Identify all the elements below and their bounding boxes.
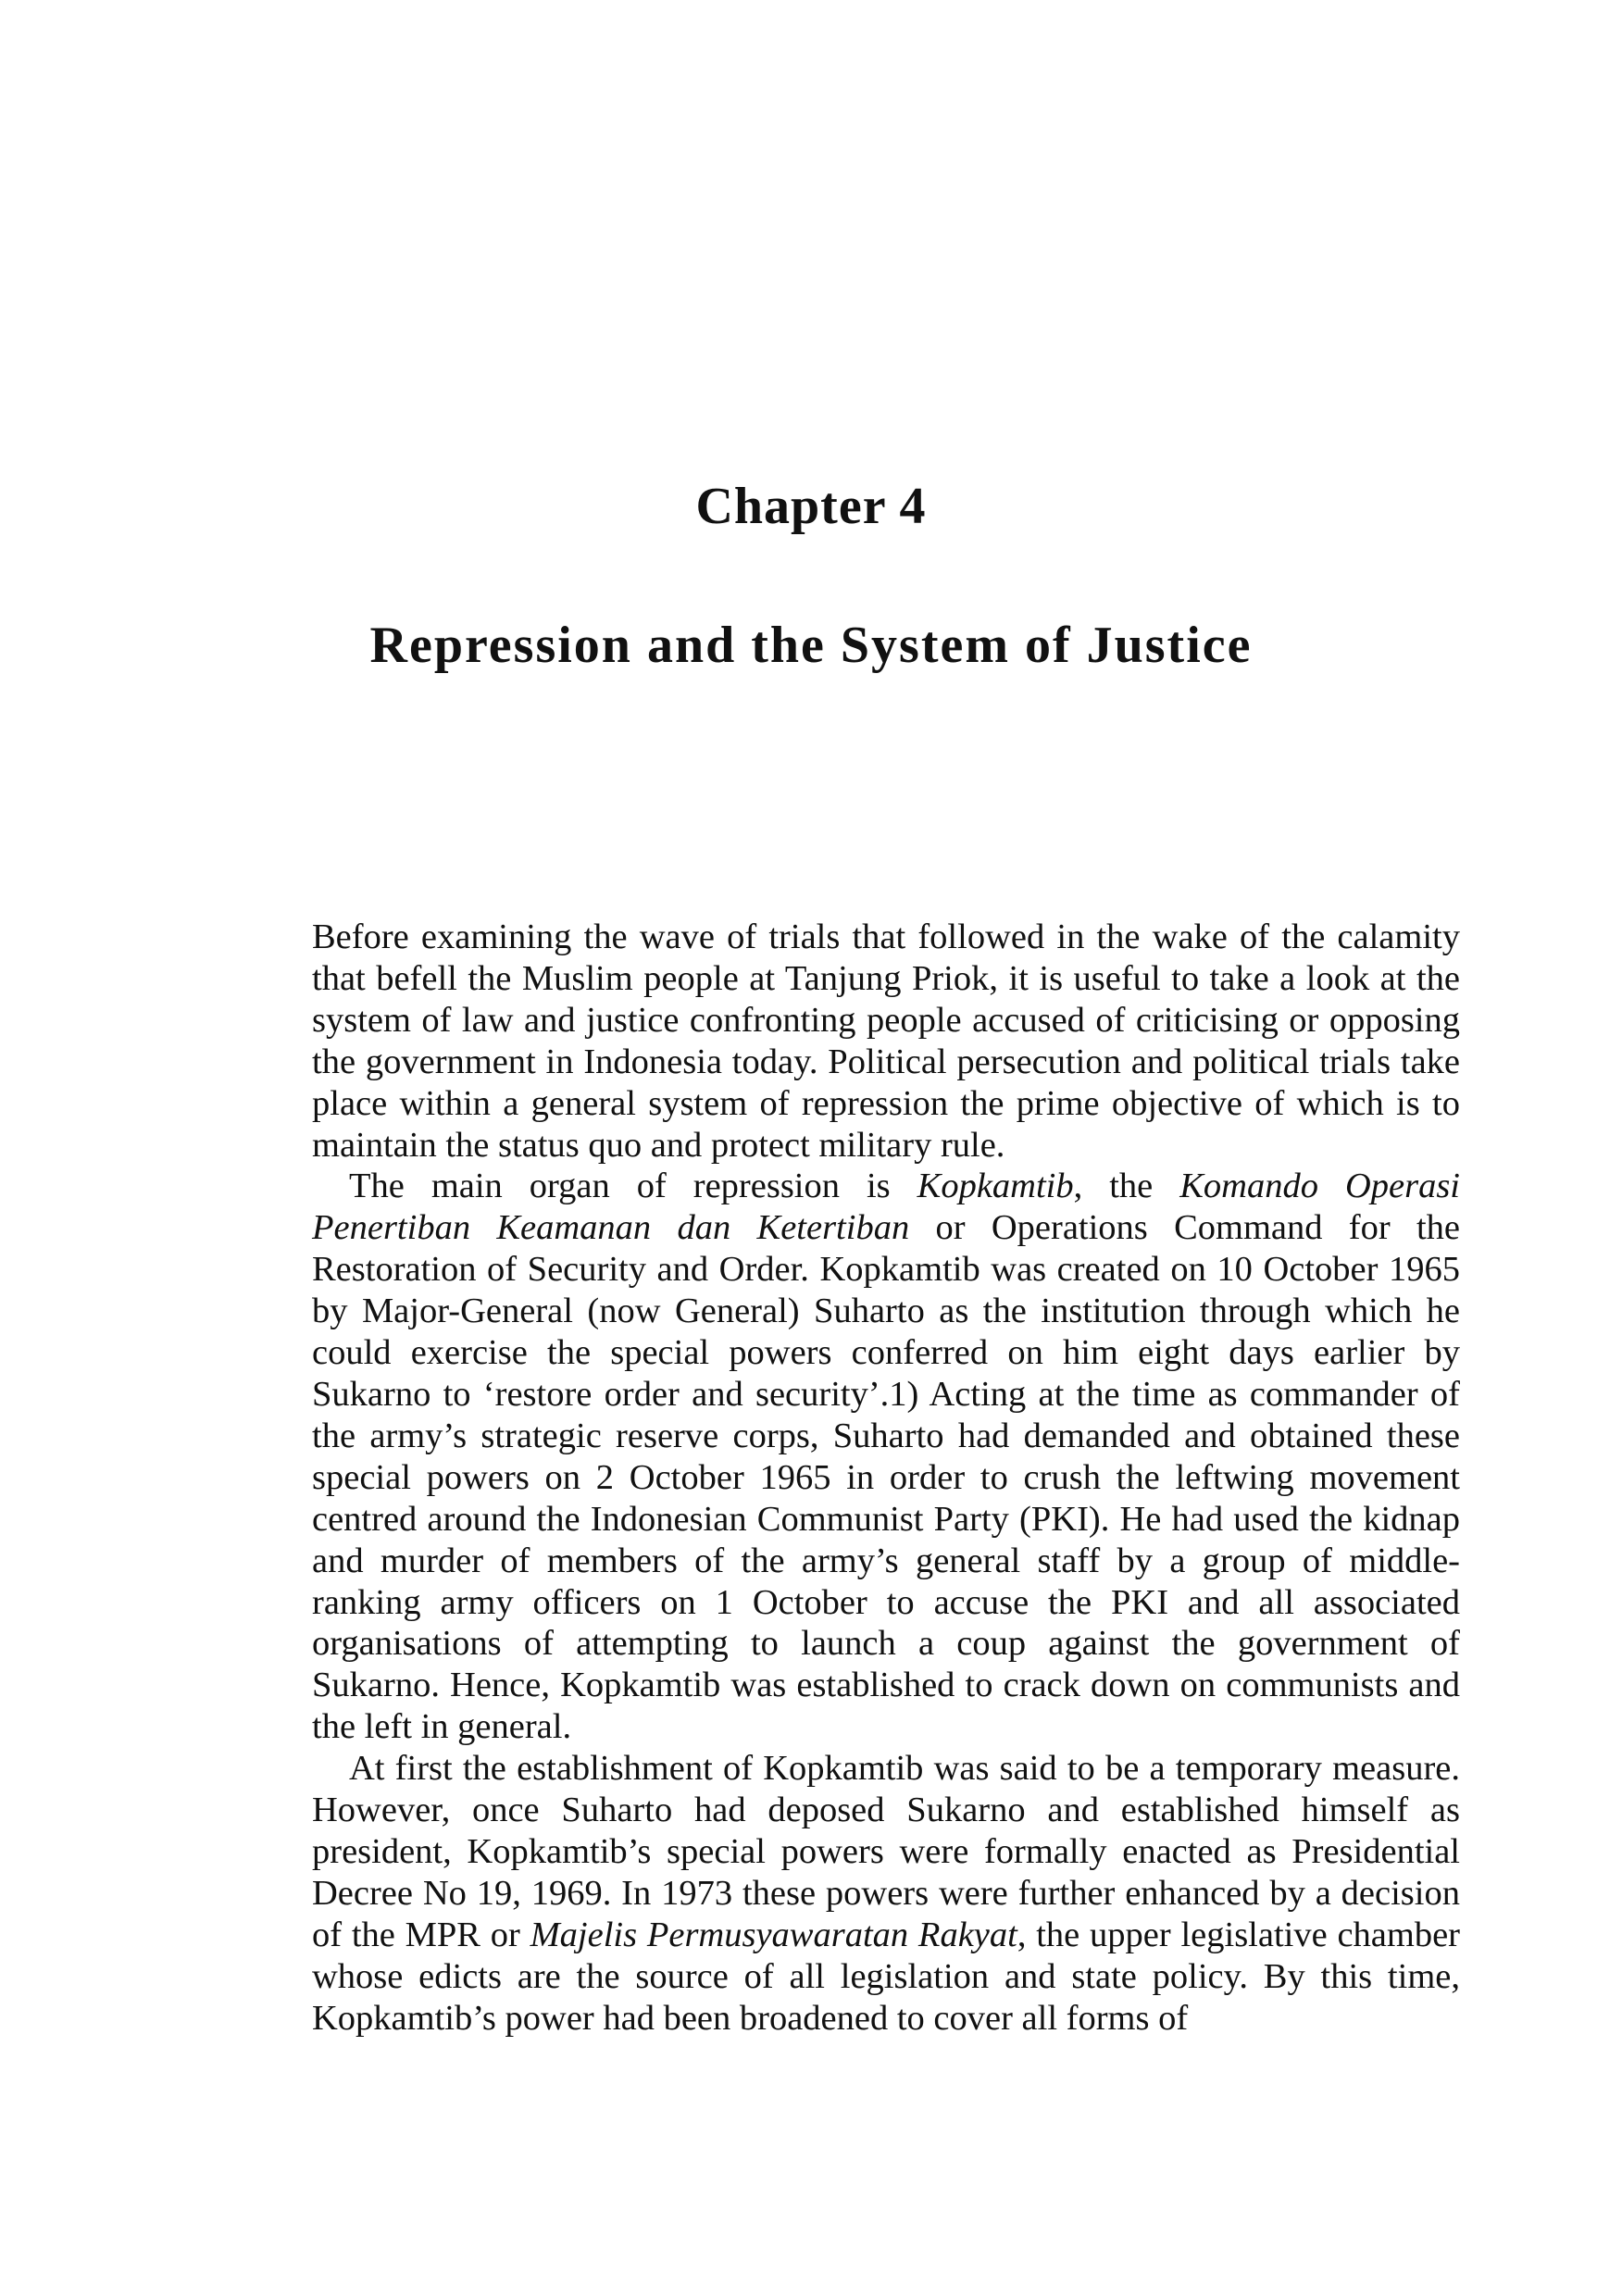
paragraph (312, 1166, 1460, 1748)
italic-term: Kopkamtib (917, 1167, 1074, 1206)
italic-term: Komando Operasi Penertiban Keamanan dan Ketertiban (312, 1167, 1460, 1248)
text-run: , the upper legislative chamber whose edicts are the source of all legislation and state policy. By this time, Kopkamtib’s power had been broadened to cover all forms of (312, 1915, 1460, 2038)
body-text (312, 917, 1460, 2039)
chapter-title: Repression and the System of Justice (369, 617, 1253, 674)
text-run: The main organ of repression is (349, 1167, 917, 1206)
italic-term: Majelis Permusyawaratan Rakyat (530, 1915, 1017, 1954)
text-run: , the (1073, 1167, 1180, 1206)
paragraph (312, 917, 1460, 1166)
chapter-number: Chapter 4 (695, 478, 927, 535)
text-run: At first the establishment of Kopkamtib was said to be a temporary measure. However, once Suharto had deposed Sukarno and established himself as president, Kopkamtib’s special powers were formally enacted as Presidential Decree No 19, 1969. In 1973 these powers were further enhanced by a decision of the MPR or (312, 1749, 1460, 1954)
text-run: Before examining the wave of trials that followed in the wake of the calamity that befell the Muslim people at Tanjung Priok, it is useful to take a look at the system of law and justice confronting people accused of criticising or opposing the government in Indonesia today. Political persecution and political trials take place within a general system of repression the prime objective of which is to maintain the status quo and protect military rule. (312, 917, 1460, 1165)
paragraph (312, 1748, 1460, 2039)
text-run: or Operations Command for the Restoration of Security and Order. Kopkamtib was created on 10 October 1965 by Major-General (now General) Suharto as the institution through which he could exercise the special powers conferred on him eight days earlier by Sukarno to ‘restore order and security’.1) Acting at the time as commander of the army’s strategic reserve corps, Suharto had demanded and obtained these special powers on 2 October 1965 in order to crush the leftwing movement centred around the Indonesian Communist Party (PKI). He had used the kidnap and murder of members of the army’s general staff by a group of middle-ranking army officers on 1 October to accuse the PKI and all associated organisations of attempting to launch a coup against the government of Sukarno. Hence, Kopkamtib was established to crack down on communists and the left in general. (312, 1208, 1460, 1747)
